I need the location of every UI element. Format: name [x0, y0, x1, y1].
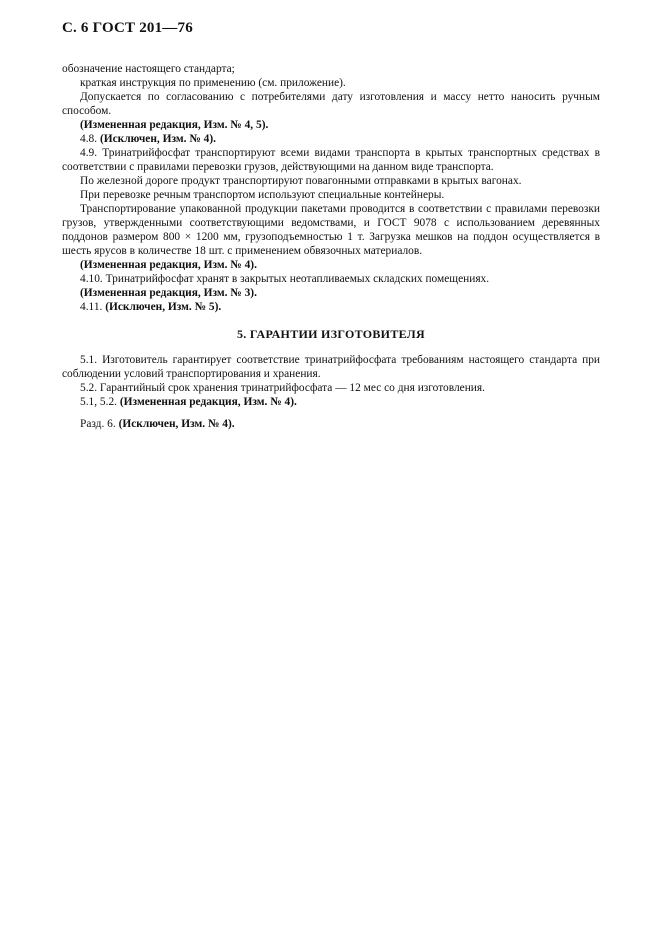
paragraph: При перевозке речным транспортом используют специальные контейнеры.	[80, 189, 445, 201]
paragraph: краткая инструкция по применению (см. приложение).	[80, 77, 346, 89]
amendment-note: (Исключен, Изм. № 4).	[118, 418, 235, 430]
paragraph: Допускается по согласованию с потребителями дату изготовления и массу нетто наносить ручным способом.	[62, 91, 600, 117]
clause-number: 4.11.	[80, 301, 103, 313]
amendment-note: (Измененная редакция, Изм. № 3).	[80, 287, 257, 299]
paragraph: По железной дороге продукт транспортируют повагонными отправками в крытых вагонах.	[80, 175, 522, 187]
clause-4-8	[62, 132, 600, 146]
paragraph: Транспортирование упакованной продукции пакетами проводится в соответствии с правилами перевозки грузов, утвержденными соответствующими ведомствами, и ГОСТ 9078 с использованием деревянных поддонов размером 800 × 1200 мм, грузоподъемностью 1 т. Загрузка мешков на поддон осуществляется в шесть ярусов в количестве 18 шт. с применением обвязочных материалов.	[62, 203, 600, 257]
page-header: С. 6 ГОСТ 201—76	[62, 20, 193, 36]
amendment-note: (Измененная редакция, Изм. № 4).	[80, 259, 257, 271]
section-6-note	[62, 417, 600, 431]
clause-number: Разд. 6.	[80, 418, 116, 430]
clause-number: 4.8.	[80, 133, 98, 145]
amendment-note: (Измененная редакция, Изм. № 4, 5).	[80, 119, 269, 131]
clause-number: 5.1, 5.2.	[80, 396, 118, 408]
clause-4-9: 4.9. Тринатрийфосфат транспортируют всеми видами транспорта в крытых транспортных средствах в соответствии с правилами перевозки грузов, действующими на данном виде транспорта.	[62, 147, 600, 173]
paragraph: обозначение настоящего стандарта;	[62, 63, 235, 75]
clause-4-11	[62, 300, 600, 314]
document-body	[62, 62, 600, 431]
amendment-line	[62, 395, 600, 409]
clause-4-10: 4.10. Тринатрийфосфат хранят в закрытых неотапливаемых складских помещениях.	[80, 273, 490, 285]
section-title: 5. ГАРАНТИИ ИЗГОТОВИТЕЛЯ	[237, 327, 425, 341]
amendment-note: (Исключен, Изм. № 5).	[105, 301, 222, 313]
amendment-note: (Исключен, Изм. № 4).	[99, 133, 216, 145]
amendment-note: (Измененная редакция, Изм. № 4).	[119, 396, 297, 408]
clause-5-2: 5.2. Гарантийный срок хранения тринатрийфосфата — 12 мес со дня изготовления.	[80, 382, 485, 394]
clause-5-1: 5.1. Изготовитель гарантирует соответствие тринатрийфосфата требованиям настоящего стандарта при соблюдении условий транспортирования и хранения.	[62, 354, 600, 380]
